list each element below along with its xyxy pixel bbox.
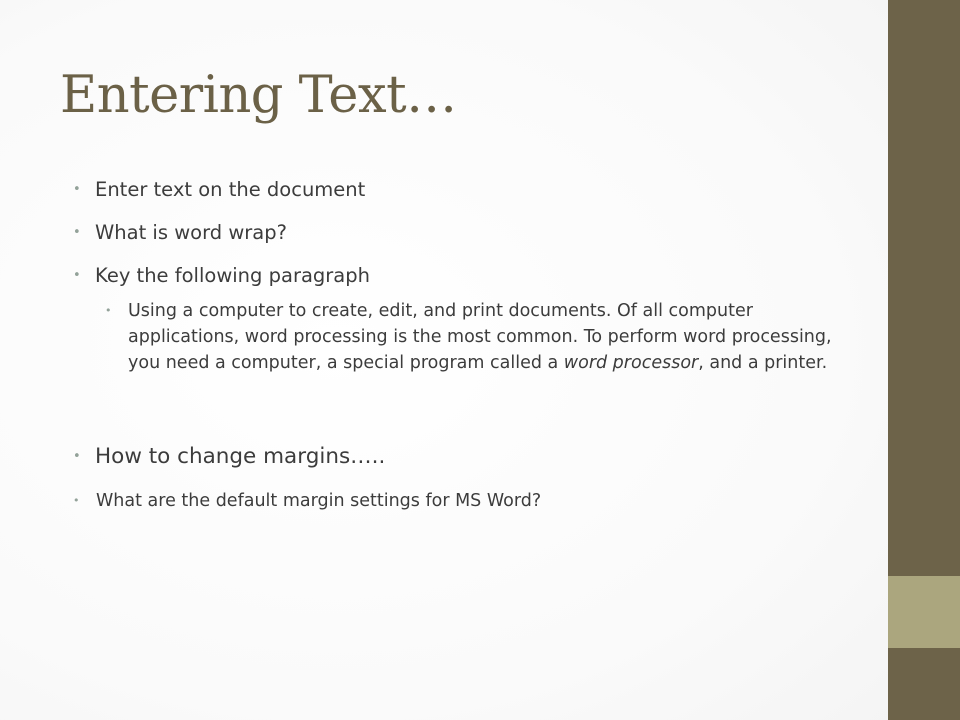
sidebar-accent-block (888, 576, 960, 648)
bullet-item-margins (73, 442, 385, 472)
bullet-dot: • (73, 449, 81, 464)
sub-bullet-margins (73, 488, 541, 514)
bullet-text: How to change margins….. (95, 444, 386, 469)
bullet-text: Enter text on the document (95, 178, 366, 201)
bullet-dot: • (73, 225, 81, 240)
sample-paragraph (105, 298, 848, 376)
bullet-dot: • (105, 304, 112, 317)
paragraph-italic-term: word processor (563, 353, 699, 373)
bullet-dot: • (73, 494, 80, 507)
paragraph-text-part1: Using a computer to create, edit, and print documents. Of all computer applications, word processing is the most common. To perform word processing, you need a computer, a special program called a (128, 301, 832, 373)
bullet-dot: • (73, 268, 81, 283)
paragraph-text-part2: , and a printer. (698, 353, 828, 373)
bullet-text: What is word wrap? (95, 221, 287, 244)
bullet-item-3 (73, 262, 370, 290)
slide-title: Entering Text… (60, 66, 457, 125)
bullet-text: Key the following paragraph (95, 264, 370, 287)
bullet-item-1 (73, 176, 365, 204)
bullet-item-2 (73, 219, 287, 247)
bullet-dot: • (73, 182, 81, 197)
sub-bullet-text: What are the default margin settings for MS Word? (96, 491, 542, 511)
